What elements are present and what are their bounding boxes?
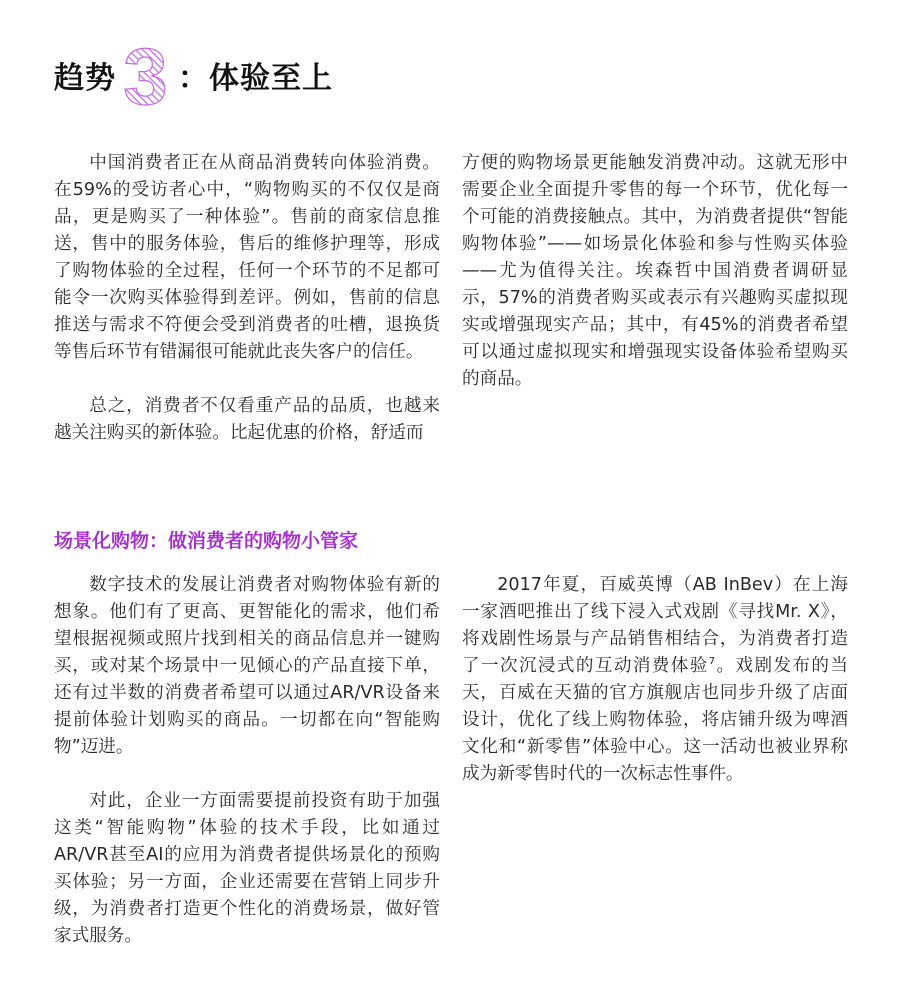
trend-number: 3 [123, 40, 169, 110]
trend-number-graphic [118, 40, 174, 110]
paragraph [462, 572, 848, 788]
paragraph-text: 2017年夏，百威英博（AB InBev）在上海一家酒吧推出了线下浸入式戏剧《寻找Mr. X》，将戏剧性场景与产品销售相结合，为消费者打造了一次沉浸式的互动消费体验 [462, 575, 848, 676]
heading-prefix: 趋势 [54, 61, 116, 96]
paragraph: 数字技术的发展让消费者对购物体验有新的想象。他们有了更高、更智能化的需求，他们希望根据视频或照片找到相关的商品信息并一键购买，或对某个场景中一见倾心的产品直接下单，还有过半数的消费者希望可以通过AR/VR设备来提前体验计划购买的商品。一切都在向“智能购物”迈进。 [54, 575, 440, 757]
section2-left-column [54, 572, 440, 950]
paragraph: 总之，消费者不仅看重产品的品质，也越来越关注购买的新体验。比起优惠的价格，舒适而 [54, 396, 440, 443]
heading-suffix: ：体验至上 [178, 61, 333, 96]
section2-right-column [462, 572, 848, 788]
paragraph-text: 。戏剧发布的当天，百威在天猫的官方旗舰店也同步升级了店面设计，优化了线上购物体验，将店铺升级为啤酒文化和“新零售”体验中心。这一活动也被业界称成为新零售时代的一次标志性事件。 [462, 656, 848, 784]
section-title: 场景化购物：做消费者的购物小管家 [54, 530, 359, 552]
paragraph: 方便的购物场景更能触发消费冲动。这就无形中需要企业全面提升零售的每一个环节，优化每一个可能的消费接触点。其中，为消费者提供“智能购物体验”——如场景化体验和参与性购买体验——尤为值得关注。埃森哲中国消费者调研显示，57%的消费者购买或表示有兴趣购买虚拟现实或增强现实产品；其中，有45%的消费者希望可以通过虚拟现实和增强现实设备体验希望购买的商品。 [462, 153, 848, 389]
page-heading [54, 40, 333, 110]
section1-left-column [54, 150, 440, 447]
section1-right-column [462, 150, 848, 393]
paragraph: 中国消费者正在从商品消费转向体验消费。在59%的受访者心中，“购物购买的不仅仅是商品，更是购买了一种体验”。售前的商家信息推送，售中的服务体验，售后的维修护理等，形成了购物体验的全过程，任何一个环节的不足都可能令一次购买体验得到差评。例如，售前的信息推送与需求不符便会受到消费者的吐槽，退换货等售后环节有错漏很可能就此丧失客户的信任。 [54, 153, 440, 362]
paragraph: 对此，企业一方面需要提前投资有助于加强这类“智能购物”体验的技术手段，比如通过AR/VR甚至AI的应用为消费者提供场景化的预购买体验；另一方面，企业还需要在营销上同步升级，为消费者打造更个性化的消费场景，做好管家式服务。 [54, 791, 440, 946]
footnote-marker: 7 [708, 656, 716, 668]
